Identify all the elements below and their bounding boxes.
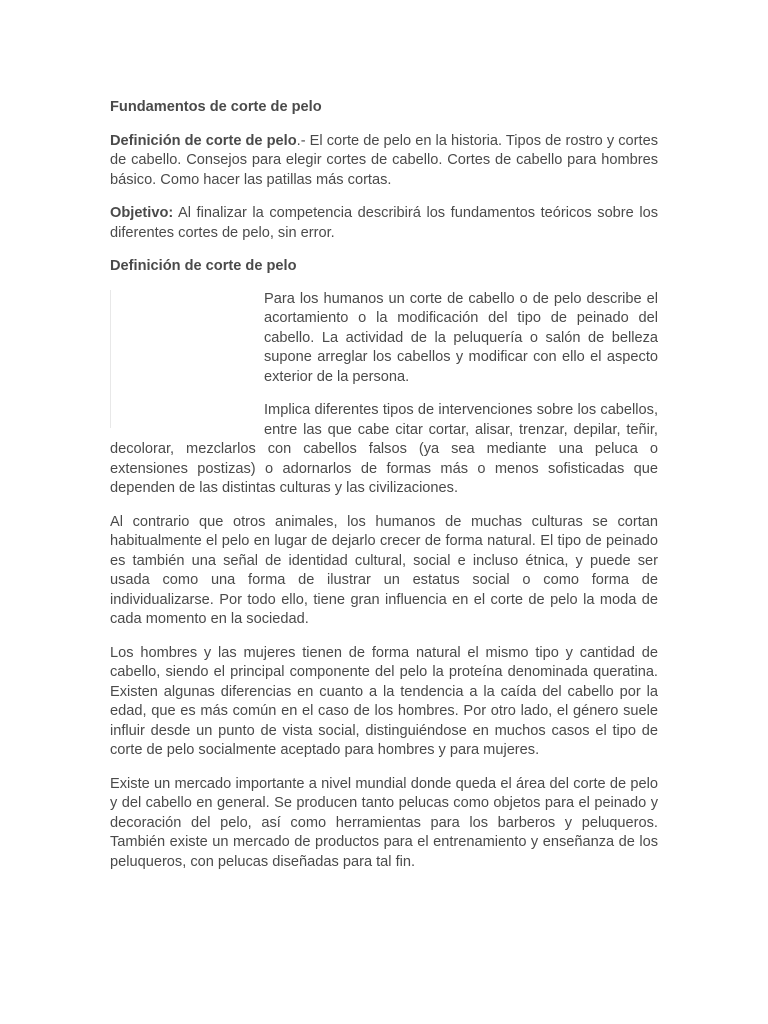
document-title: Fundamentos de corte de pelo bbox=[110, 99, 322, 115]
objective-label: Objetivo: bbox=[110, 205, 174, 221]
definition-intro-text: .- El corte de pelo en la historia. Tipos de rostro y cortes de cabello. Consejos para elegir cortes de cabello. Cortes de cabello para hombres básico. Como hacer las patillas más cortas. bbox=[110, 132, 658, 188]
objective-text: Al finalizar la competencia describirá los fundamentos teóricos sobre los diferentes cortes de pelo, sin error. bbox=[110, 205, 658, 241]
document-page bbox=[110, 98, 658, 886]
definition-intro-label: Definición de corte de pelo bbox=[110, 132, 297, 149]
image-text-block bbox=[110, 290, 658, 499]
body-paragraph-2: Implica diferentes tipos de intervenciones sobre los cabellos, entre las que cabe citar cortar, alisar, trenzar, depilar, teñir, decolorar, mezclarlos con cabellos falsos (ya sea mediante una peluca o extensiones postizas) o adornarlos de formas más o menos sofisticadas que dependen de las distintas culturas y las civilizaciones. bbox=[110, 402, 658, 496]
body-paragraph-1: Para los humanos un corte de cabello o de pelo describe el acortamiento o la modificación del tipo de peinado del cabello. La actividad de la peluquería o salón de belleza supone arreglar los cabellos y modificar con ello el aspecto exterior de la persona. bbox=[264, 290, 658, 385]
objective-paragraph bbox=[110, 204, 658, 243]
body-paragraph-5: Existe un mercado importante a nivel mundial donde queda el área del corte de pelo y del cabello en general. Se producen tanto pelucas como objetos para el peinado y decoración del pelo, así como herramientas para los barberos y peluqueros. También existe un mercado de productos para el entrenamiento y enseñanza de los peluqueros, con pelucas diseñadas para tal fin. bbox=[110, 775, 658, 870]
definition-intro-paragraph bbox=[110, 132, 658, 191]
section-heading: Definición de corte de pelo bbox=[110, 258, 297, 274]
body-paragraph-4: Los hombres y las mujeres tienen de forma natural el mismo tipo y cantidad de cabello, siendo el principal componente del pelo la proteína denominada queratina. Existen algunas diferencias en cuanto a la tendencia a la caída del cabello por la edad, que es más común en el caso de los hombres. Por otro lado, el género suele influir desde un punto de vista social, distinguiéndose en muchos casos el tipo de corte de pelo socialmente aceptado para hombres y para mujeres. bbox=[110, 644, 658, 758]
missing-image bbox=[110, 290, 260, 428]
body-paragraph-3: Al contrario que otros animales, los humanos de muchas culturas se cortan habitualmente el pelo en lugar de dejarlo crecer de forma natural. El tipo de peinado es también una señal de identidad cultural, social e incluso étnica, y puede ser usada como una forma de ilustrar un estatus social o como forma de individualizarse. Por todo ello, tiene gran influencia en el corte de pelo la moda de cada momento en la sociedad. bbox=[110, 513, 658, 627]
